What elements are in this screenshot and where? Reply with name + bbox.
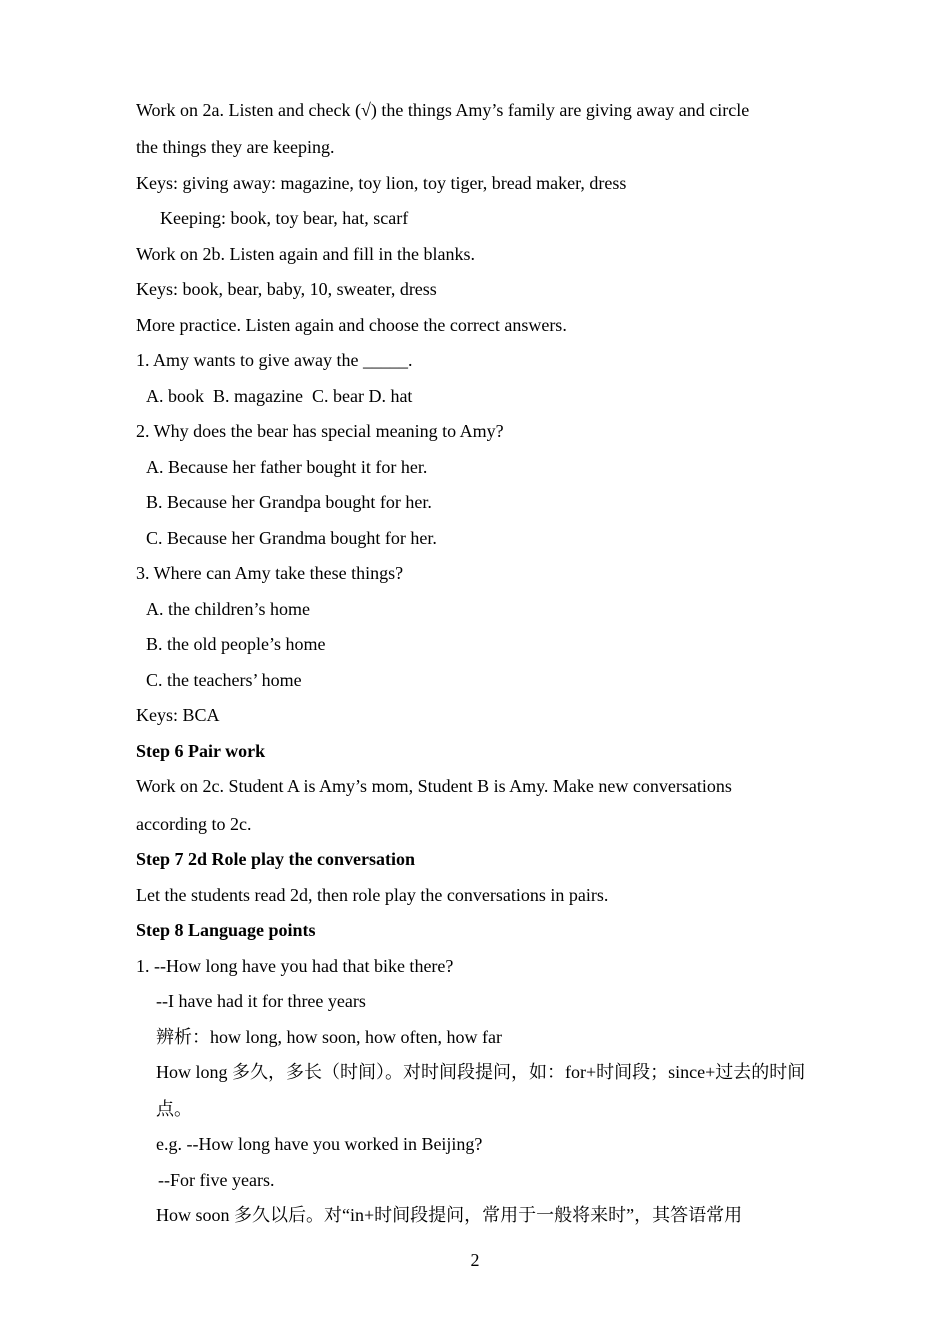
question: 2. Why does the bear has special meaning to Amy? [136, 421, 504, 441]
text-line: Let the students read 2d, then role play the conversations in pairs. [136, 885, 609, 905]
question: 1. Amy wants to give away the _____. [136, 350, 413, 370]
text-line: Work on 2b. Listen again and fill in the blanks. [136, 244, 475, 264]
answer-option: C. the teachers’ home [146, 670, 302, 690]
text-line: according to 2c. [136, 814, 252, 834]
text-line: Keys: BCA [136, 705, 220, 725]
text-line: Keys: giving away: magazine, toy lion, toy tiger, bread maker, dress [136, 173, 627, 193]
answer-option: A. book B. magazine C. bear D. hat [146, 386, 413, 406]
text-line: the things they are keeping. [136, 137, 335, 157]
question: 3. Where can Amy take these things? [136, 563, 404, 583]
text-line: Keeping: book, toy bear, hat, scarf [160, 208, 409, 228]
answer-option: A. Because her father bought it for her. [146, 457, 428, 477]
text-line: --I have had it for three years [156, 991, 366, 1011]
text-line: 点。 [156, 1099, 192, 1119]
section-heading: Step 7 2d Role play the conversation [136, 849, 415, 869]
answer-option: B. Because her Grandpa bought for her. [146, 492, 432, 512]
text-line: 1. --How long have you had that bike there? [136, 956, 454, 976]
page-number: 2 [470, 1250, 480, 1270]
text-line: How long 多久，多长（时间）。对时间段提问，如：for+时间段；since+过去的时间 [156, 1062, 806, 1082]
text-line: e.g. --How long have you worked in Beijing? [156, 1134, 483, 1154]
section-heading: Step 8 Language points [136, 920, 316, 940]
answer-option: B. the old people’s home [146, 634, 326, 654]
text-line: Work on 2c. Student A is Amy’s mom, Student B is Amy. Make new conversations [136, 776, 732, 796]
text-line: Work on 2a. Listen and check (√) the things Amy’s family are giving away and circle [136, 100, 750, 120]
text-line: 辨析：how long, how soon, how often, how far [156, 1027, 502, 1047]
answer-option: A. the children’s home [146, 599, 310, 619]
text-line: --For five years. [158, 1170, 275, 1190]
text-line: Keys: book, bear, baby, 10, sweater, dress [136, 279, 437, 299]
answer-option: C. Because her Grandma bought for her. [146, 528, 437, 548]
text-line: More practice. Listen again and choose the correct answers. [136, 315, 567, 335]
section-heading: Step 6 Pair work [136, 741, 266, 761]
text-line: How soon 多久以后。对“in+时间段提问，常用于一般将来时”，其答语常用 [156, 1205, 743, 1225]
